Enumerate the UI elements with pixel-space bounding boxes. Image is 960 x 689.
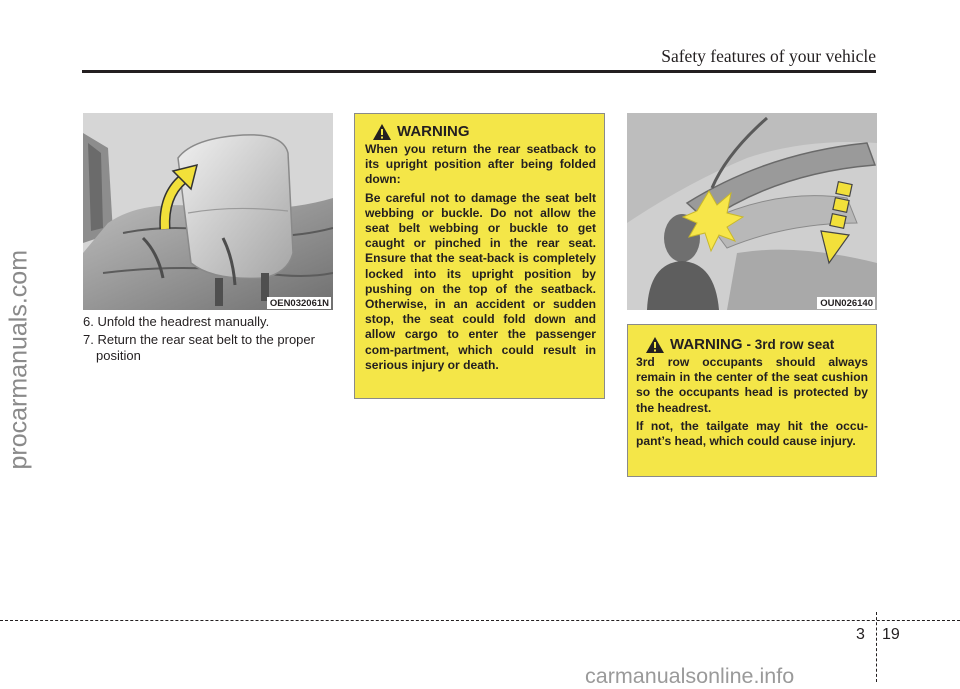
warning-title: WARNING bbox=[670, 336, 743, 354]
figure-caption: OUN026140 bbox=[817, 297, 875, 309]
warning-paragraph: Be careful not to damage the seat belt webbing or buckle. Do not allow the seat belt webbing or buckle to get caught or pinched in the rear seat. Ensure that the seat-back is completely locked into its upright position by pushing on the top of the seatback. Otherwise, in an accident or sudden stop, the seat could fold down and allow cargo to enter the passenger com-partment, which could result in serious injury or death. bbox=[365, 190, 596, 372]
warning-title: WARNING bbox=[397, 123, 470, 141]
page-number: 19 bbox=[882, 626, 900, 643]
curved-arrow-icon bbox=[155, 161, 205, 231]
warning-subtitle: - 3rd row seat bbox=[746, 337, 835, 353]
warning-box-3rd-row bbox=[627, 324, 877, 477]
bottom-watermark: carmanualsonline.info bbox=[585, 664, 795, 688]
step-item: 7. Return the rear seat belt to the proper position bbox=[83, 332, 315, 363]
figure-caption: OEN032061N bbox=[267, 297, 331, 309]
side-watermark: procarmanuals.com bbox=[4, 249, 33, 470]
step-item: 6. Unfold the headrest manually. bbox=[83, 314, 270, 329]
warning-triangle-icon bbox=[373, 124, 391, 140]
page-divider bbox=[876, 612, 877, 682]
warning-paragraph: If not, the tailgate may hit the occu-pant’s head, which could cause injury. bbox=[636, 418, 868, 449]
instruction-steps bbox=[83, 314, 335, 366]
section-title: Safety features of your vehicle bbox=[661, 46, 876, 66]
warning-paragraph: When you return the rear seatback to its upright position after being folded down: bbox=[365, 142, 596, 187]
down-arrow-icon bbox=[815, 179, 857, 269]
tailgate-figure bbox=[627, 113, 877, 310]
warning-triangle-icon bbox=[646, 337, 664, 353]
header-rule bbox=[82, 70, 876, 73]
chapter-number: 3 bbox=[856, 626, 865, 643]
footer-rule bbox=[0, 620, 960, 621]
warning-box-seatback bbox=[354, 113, 605, 399]
headrest-figure bbox=[83, 113, 333, 310]
warning-paragraph: 3rd row occupants should always remain in the center of the seat cushion so the occupants head is protected by the headrest. bbox=[636, 355, 868, 415]
